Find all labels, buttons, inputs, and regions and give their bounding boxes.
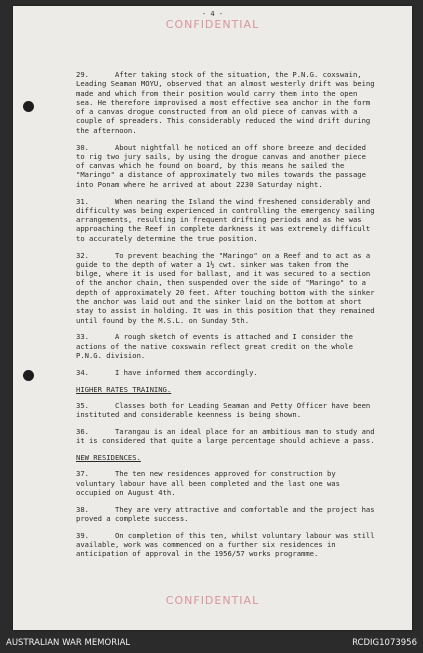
paragraph-text: On completion of this ten, whilst voluntary labour was still available, work was commenced on a further six residences in anticipation of approval in the 1956/57 works programme. bbox=[76, 530, 375, 559]
section-heading-higher-rates-training: HIGHER RATES TRAINING. bbox=[76, 384, 172, 394]
paragraph bbox=[76, 143, 376, 189]
paragraph-text: After taking stock of the situation, the P.N.G. coxswain, Leading Seaman MOYU, observed that an almost westerly drift was being made and which from their position would carry them into the open sea. He therefore improvised a most effective sea anchor in the form of a canvas drogue constructed from an old piece of canvas with a couple of spreaders. This considerably reduced the wind drift during the afternoon. bbox=[76, 70, 375, 135]
document-body bbox=[76, 70, 376, 566]
paragraph-text: When nearing the Island the wind freshened considerably and difficulty was being experienced in controlling the emergency sailing arrangements, resulting in frequent drifting periods and as he was approaching the Reef in complete darkness it was extremely difficult to accurately determine the true position. bbox=[76, 196, 375, 243]
paragraph-number: 33. bbox=[76, 332, 89, 342]
paragraph-text: Tarangau is an ideal place for an ambitious man to study and it is considered that quite a large percentage should achieve a pass. bbox=[76, 427, 375, 446]
paragraph-group-training bbox=[76, 401, 376, 446]
paragraph-group-residences bbox=[76, 469, 376, 558]
paragraph-text: About nightfall he noticed an off shore breeze and decided to rig two jury sails, by using the drogue canvas and another piece of canvas which he found on board, by this means he sailed the "Maringo" a distance of approximately two miles towards the passage into Ponam where he arrived at about 2230 Saturday night. bbox=[76, 142, 366, 189]
paragraph-group-narrative bbox=[76, 70, 376, 377]
paragraph bbox=[76, 70, 376, 135]
punch-hole-top bbox=[23, 101, 34, 112]
paragraph-number: 31. bbox=[76, 196, 89, 206]
paragraph bbox=[76, 197, 376, 243]
paragraph bbox=[76, 531, 376, 559]
paragraph-number: 36. bbox=[76, 427, 89, 436]
page-number: - 4 - bbox=[201, 10, 224, 18]
paragraph-text: They are very attractive and comfortable and the project has proved a complete success. bbox=[76, 504, 375, 524]
paragraph-text: The ten new residences approved for construction by voluntary labour have all been completed and the last one was occupied on August 4th. bbox=[76, 469, 340, 497]
section-heading-new-residences: NEW RESIDENCES. bbox=[76, 453, 141, 463]
paragraph-text: Classes both for Leading Seaman and Petty Officer have been instituted and considerable keenness is being shown. bbox=[76, 400, 371, 420]
paragraph-text: I have informed them accordingly. bbox=[114, 367, 258, 377]
paragraph-text: To prevent beaching the "Maringo" on a Reef and to act as a guide to the depth of water a 1½ cwt. sinker was taken from the bilge, where it is used for ballast, and it was secured to a section of the anchor chain, then suspended over the side of "Maringo" to a depth of approximately 20 feet. After touching bottom with the sinker the anchor was laid out and the sinker laid on the bottom at short stay to assist in holding. It was in this position that they remained until found by the M.S.L. on Sunday 5th. bbox=[76, 250, 375, 325]
paragraph-number: 34. bbox=[76, 367, 89, 377]
confidential-stamp-bottom: CONFIDENTIAL bbox=[165, 594, 260, 607]
confidential-stamp-top: CONFIDENTIAL bbox=[165, 18, 260, 31]
paragraph bbox=[76, 469, 376, 497]
archive-footer bbox=[0, 632, 423, 653]
paragraph-text: A rough sketch of events is attached and I consider the actions of the native coxswain reflect great credit on the whole P.N.G. division. bbox=[76, 332, 353, 361]
paragraph-number: 35. bbox=[76, 400, 89, 410]
paragraph-number: 37. bbox=[76, 469, 89, 479]
paragraph-number: 30. bbox=[76, 142, 89, 152]
document-page bbox=[13, 6, 412, 630]
paragraph bbox=[76, 368, 376, 377]
paragraph-number: 39. bbox=[76, 530, 89, 540]
paragraph bbox=[76, 332, 376, 360]
paragraph bbox=[76, 427, 376, 446]
paragraph bbox=[76, 251, 376, 325]
paragraph-number: 38. bbox=[76, 504, 89, 514]
paragraph bbox=[76, 505, 376, 524]
archive-reference: RCDIG1073956 bbox=[352, 638, 417, 648]
paragraph-number: 32. bbox=[76, 250, 89, 260]
paragraph bbox=[76, 401, 376, 420]
punch-hole-bottom bbox=[23, 370, 34, 381]
paragraph-number: 29. bbox=[76, 70, 89, 79]
archive-name: AUSTRALIAN WAR MEMORIAL bbox=[6, 638, 131, 648]
